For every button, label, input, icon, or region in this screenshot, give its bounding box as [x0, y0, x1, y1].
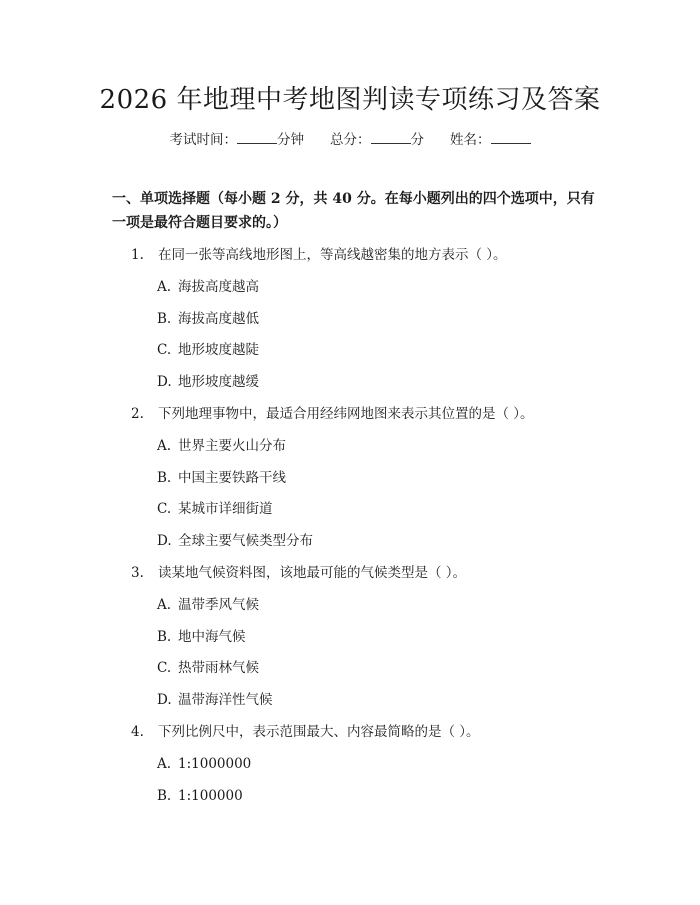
option-letter: A.: [157, 279, 172, 295]
question-text: 读某地气候资料图，该地最可能的气候类型是（ ）。: [158, 565, 467, 581]
question-1-option-d: [157, 372, 557, 392]
option-letter: A.: [157, 597, 172, 613]
total-score-label: 总分：: [330, 132, 371, 148]
exam-time-label: 考试时间：: [169, 132, 237, 148]
question-2-option-d: [157, 531, 557, 551]
question-1-option-c: [157, 340, 557, 360]
question-1: [131, 245, 591, 265]
question-4-option-b: [157, 786, 557, 806]
option-letter: C.: [157, 501, 172, 517]
question-number: 1.: [131, 247, 144, 263]
option-text: 世界主要火山分布: [178, 438, 286, 454]
option-letter: A.: [157, 756, 172, 772]
option-letter: A.: [157, 438, 172, 454]
option-text: 海拔高度越高: [178, 279, 259, 295]
question-4: [131, 722, 591, 742]
question-3-option-d: [157, 690, 557, 710]
student-name-label: 姓名：: [450, 132, 491, 148]
exam-time-unit: 分钟: [277, 132, 304, 148]
option-text: 某城市详细街道: [178, 501, 273, 517]
section-heading: 一、单项选择题（每小题 2 分，共 40 分。在每小题列出的四个选项中，只有一项是最符合题目要求的。）: [112, 191, 595, 231]
question-2-option-c: [157, 499, 557, 519]
option-text: 1:1000000: [178, 756, 252, 772]
question-3-option-a: [157, 595, 557, 615]
exam-info-line: [0, 130, 700, 150]
exam-time-blank: [237, 131, 277, 144]
question-text: 在同一张等高线地形图上，等高线越密集的地方表示（ ）。: [158, 247, 507, 263]
option-text: 中国主要铁路干线: [178, 470, 286, 486]
option-text: 地形坡度越缓: [178, 374, 259, 390]
option-text: 温带季风气候: [178, 597, 259, 613]
option-letter: D.: [157, 533, 172, 549]
question-text: 下列地理事物中，最适合用经纬网地图来表示其位置的是（ ）。: [158, 406, 534, 422]
student-name-blank: [491, 131, 531, 144]
option-letter: D.: [157, 692, 172, 708]
total-score-unit: 分: [410, 132, 424, 148]
question-3: [131, 563, 591, 583]
question-3-option-b: [157, 627, 557, 647]
option-text: 温带海洋性气候: [178, 692, 273, 708]
option-letter: C.: [157, 660, 172, 676]
question-2-option-b: [157, 468, 557, 488]
option-text: 海拔高度越低: [178, 311, 259, 327]
option-letter: B.: [157, 470, 172, 486]
question-1-option-b: [157, 309, 557, 329]
option-letter: B.: [157, 311, 172, 327]
total-score-blank: [371, 131, 411, 144]
option-text: 1:100000: [178, 788, 243, 804]
option-letter: C.: [157, 342, 172, 358]
document-title: 2026 年地理中考地图判读专项练习及答案: [99, 85, 601, 115]
option-text: 全球主要气候类型分布: [178, 533, 313, 549]
option-text: 地中海气候: [178, 629, 246, 645]
question-number: 4.: [131, 724, 144, 740]
option-text: 地形坡度越陡: [178, 342, 259, 358]
question-text: 下列比例尺中，表示范围最大、内容最简略的是（ ）。: [158, 724, 480, 740]
question-3-option-c: [157, 658, 557, 678]
question-2-option-a: [157, 436, 557, 456]
option-letter: B.: [157, 788, 172, 804]
question-1-option-a: [157, 277, 557, 297]
question-2: [131, 404, 591, 424]
question-4-option-a: [157, 754, 557, 774]
option-letter: B.: [157, 629, 172, 645]
question-number: 3.: [131, 565, 144, 581]
question-number: 2.: [131, 406, 144, 422]
option-letter: D.: [157, 374, 172, 390]
option-text: 热带雨林气候: [178, 660, 259, 676]
